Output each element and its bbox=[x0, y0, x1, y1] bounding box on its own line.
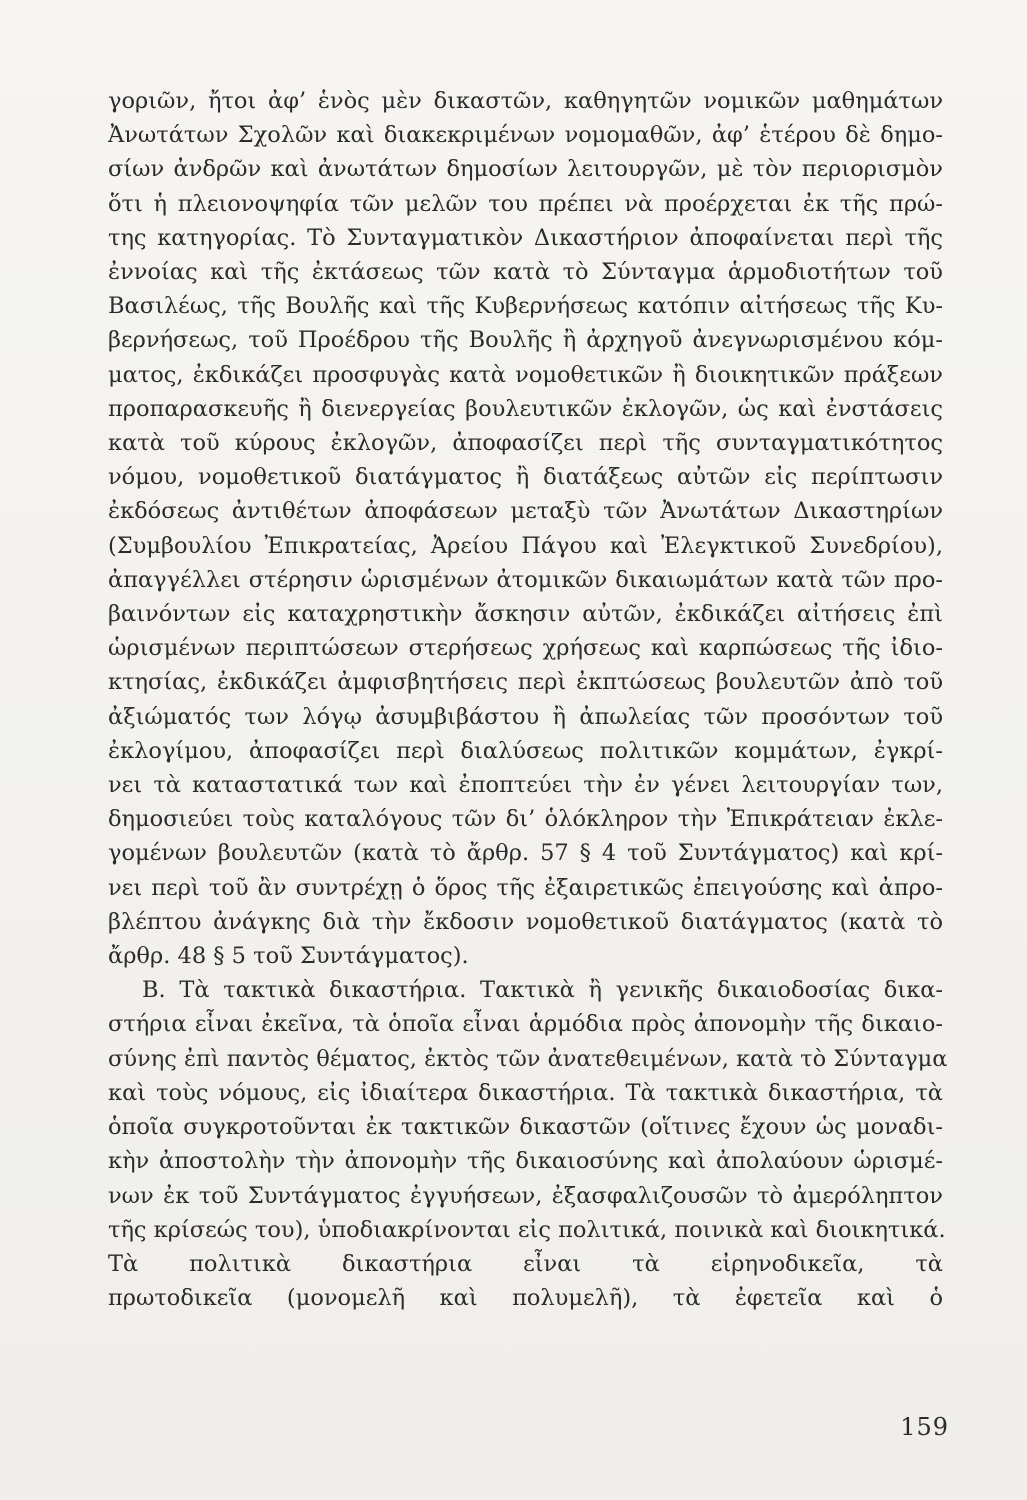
text-line: γομένων βουλευτῶν (κατὰ τὸ ἄρθρ. 57 § 4 τοῦ Συντάγματος) καὶ κρί- bbox=[108, 840, 943, 867]
text-line: προπαρασκευῆς ἢ διενεργείας βουλευτικῶν ἐκλογῶν, ὡς καὶ ἐνστάσεις bbox=[108, 395, 943, 422]
text-line: ὁποῖα συγκροτοῦνται ἐκ τακτικῶν δικαστῶν (οἵτινες ἔχουν ὡς μοναδι- bbox=[108, 1114, 943, 1141]
text-line: Ἀνωτάτων Σχολῶν καὶ διακεκριμένων νομομαθῶν, ἀφ’ ἑτέρου δὲ δημο- bbox=[108, 122, 943, 149]
text-line: της κατηγορίας. Τὸ Συνταγματικὸν Δικαστήριον ἀποφαίνεται περὶ τῆς bbox=[108, 224, 943, 251]
text-line: Βασιλέως, τῆς Βουλῆς καὶ τῆς Κυβερνήσεως κατόπιν αἰτήσεως τῆς Κυ- bbox=[108, 293, 943, 320]
text-line: ματος, ἐκδικάζει προσφυγὰς κατὰ νομοθετικῶν ἢ διοικητικῶν πράξεων bbox=[108, 361, 943, 388]
text-line: ἄρθρ. 48 § 5 τοῦ Συντάγματος). bbox=[108, 943, 469, 970]
text-line: ὅτι ἡ πλειονοψηφία τῶν μελῶν του πρέπει νὰ προέρχεται ἐκ τῆς πρώ- bbox=[108, 190, 943, 217]
text-line: τῆς κρίσεώς του), ὑποδιακρίνονται εἰς πολιτικά, ποινικὰ καὶ διοικητικά. bbox=[108, 1216, 946, 1243]
text-line: ἐκδόσεως ἀντιθέτων ἀποφάσεων μεταξὺ τῶν Ἀνωτάτων Δικαστηρίων bbox=[108, 498, 943, 525]
text-line: σίων ἀνδρῶν καὶ ἀνωτάτων δημοσίων λειτουργῶν, μὲ τὸν περιορισμὸν bbox=[108, 156, 943, 183]
text-line: κτησίας, ἐκδικάζει ἀμφισβητήσεις περὶ ἐκπτώσεως βουλευτῶν ἀπὸ τοῦ bbox=[108, 669, 943, 696]
text-line: βλέπτου ἀνάγκης διὰ τὴν ἔκδοσιν νομοθετικοῦ διατάγματος (κατὰ τὸ bbox=[108, 908, 943, 935]
text-line: σύνης ἐπὶ παντὸς θέματος, ἐκτὸς τῶν ἀνατεθειμένων, κατὰ τὸ Σύνταγμα bbox=[108, 1045, 948, 1072]
text-line: ἐκλογίμου, ἀποφασίζει περὶ διαλύσεως πολιτικῶν κομμάτων, ἐγκρί- bbox=[108, 737, 943, 764]
text-line: Τὰ πολιτικὰ δικαστήρια εἶναι τὰ εἰρηνοδικεῖα, τὰ bbox=[108, 1250, 943, 1277]
text-line: στήρια εἶναι ἐκεῖνα, τὰ ὁποῖα εἶναι ἁρμόδια πρὸς ἀπονομὴν τῆς δικαιο- bbox=[108, 1011, 943, 1038]
text-line: νει τὰ καταστατικά των καὶ ἐποπτεύει τὴν ἐν γένει λειτουργίαν των, bbox=[108, 772, 943, 799]
text-line: ὡρισμένων περιπτώσεων στερήσεως χρήσεως καὶ καρπώσεως τῆς ἰδιο- bbox=[108, 635, 943, 662]
text-line: νει περὶ τοῦ ἂν συντρέχῃ ὁ ὅρος τῆς ἐξαιρετικῶς ἐπειγούσης καὶ ἀπρο- bbox=[108, 874, 943, 901]
text-line: κατὰ τοῦ κύρους ἐκλογῶν, ἀποφασίζει περὶ τῆς συνταγματικότητος bbox=[108, 430, 943, 457]
text-line: πρωτοδικεῖα (μονομελῆ καὶ πολυμελῆ), τὰ ἐφετεῖα καὶ ὁ bbox=[108, 1285, 943, 1312]
text-line: (Συμβουλίου Ἐπικρατείας, Ἀρείου Πάγου καὶ Ἐλεγκτικοῦ Συνεδρίου), bbox=[108, 532, 943, 559]
text-line: βαινόντων εἰς καταχρηστικὴν ἄσκησιν αὐτῶν, ἐκδικάζει αἰτήσεις ἐπὶ bbox=[108, 601, 943, 628]
text-line: νόμου, νομοθετικοῦ διατάγματος ἢ διατάξεως αὐτῶν εἰς περίπτωσιν bbox=[108, 464, 943, 491]
text-line: ἀπαγγέλλει στέρησιν ὡρισμένων ἀτομικῶν δικαιωμάτων κατὰ τῶν προ- bbox=[108, 566, 943, 593]
section-heading-line: Β. Τὰ τακτικὰ δικαστήρια. Τακτικὰ ἢ γενικῆς δικαιοδοσίας δικα- bbox=[142, 977, 943, 1004]
text-line: νων ἐκ τοῦ Συντάγματος ἐγγυήσεων, ἐξασφαλιζουσῶν τὸ ἀμερόληπτον bbox=[108, 1182, 943, 1209]
text-line: κὴν ἀποστολὴν τὴν ἀπονομὴν τῆς δικαιοσύνης καὶ ἀπολαύουν ὡρισμέ- bbox=[108, 1148, 943, 1175]
text-line: γοριῶν, ἤτοι ἀφ’ ἑνὸς μὲν δικαστῶν, καθηγητῶν νομικῶν μαθημάτων bbox=[108, 88, 943, 114]
text-line: καὶ τοὺς νόμους, εἰς ἰδιαίτερα δικαστήρια. Τὰ τακτικὰ δικαστήρια, τὰ bbox=[108, 1079, 943, 1106]
text-line: δημοσιεύει τοὺς καταλόγους τῶν δι’ ὁλόκληρον τὴν Ἐπικράτειαν ἐκλε- bbox=[108, 806, 943, 833]
text-line: ἀξιώματός των λόγῳ ἀσυμβιβάστου ἢ ἀπωλείας τῶν προσόντων τοῦ bbox=[108, 703, 943, 730]
body-text bbox=[108, 84, 948, 1315]
text-line: βερνήσεως, τοῦ Προέδρου τῆς Βουλῆς ἢ ἀρχηγοῦ ἀνεγνωρισμένου κόμ- bbox=[108, 327, 943, 354]
text-line: ἐννοίας καὶ τῆς ἐκτάσεως τῶν κατὰ τὸ Σύνταγμα ἁρμοδιοτήτων τοῦ bbox=[108, 259, 943, 286]
page-number: 159 bbox=[900, 1413, 949, 1441]
